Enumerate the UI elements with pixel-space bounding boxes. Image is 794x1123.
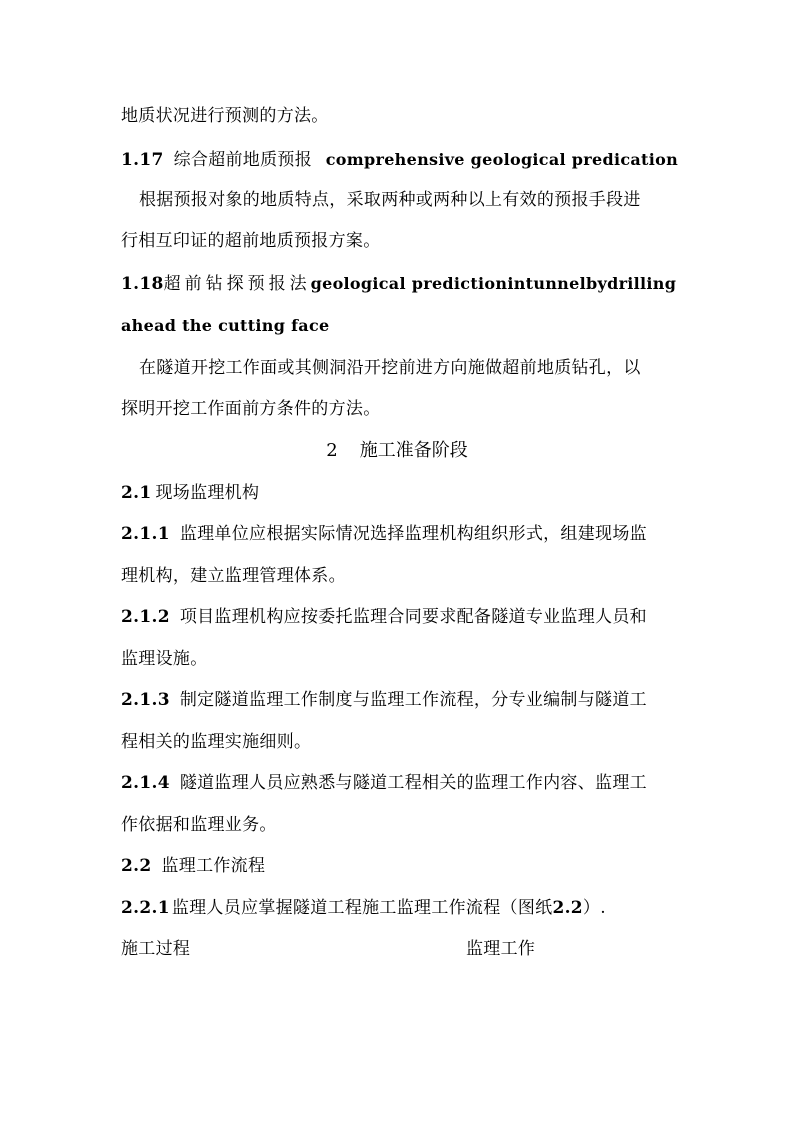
section-1-18-heading	[121, 273, 676, 295]
text-line: 根据预报对象的地质特点，采取两种或两种以上有效的预报手段进	[139, 190, 641, 210]
column-label: 施工过程	[121, 939, 191, 959]
text-line: 监理单位应根据实际情况选择监理机构组织形式，组建现场监	[179, 524, 647, 544]
paragraph-line	[121, 398, 381, 420]
chapter-heading	[0, 439, 794, 463]
section-number: 2.1	[121, 483, 152, 503]
text-line: 隧道监理人员应熟悉与隧道工程相关的监理工作内容、监理工	[179, 773, 647, 793]
section-title-en: in	[507, 274, 526, 293]
section-title-en: comprehensive geological predication	[325, 150, 679, 169]
section-title: 监理工作流程	[161, 856, 266, 876]
section-title-en: tunnel	[525, 274, 586, 293]
paragraph-line	[121, 814, 277, 836]
text-tail: ）.	[582, 898, 606, 918]
clause-number: 2.1.2	[121, 607, 170, 627]
figure-ref: 2.2	[552, 898, 583, 918]
paragraph-line	[121, 565, 346, 587]
clause-2-1-1	[121, 523, 647, 545]
clause-2-1-2	[121, 606, 647, 628]
section-title-zh: 超前钻探预报法	[163, 274, 311, 294]
section-title-en: drilling	[607, 274, 677, 293]
column-label: 监理工作	[466, 939, 536, 959]
clause-number: 2.2.1	[121, 898, 170, 918]
paragraph-line	[121, 105, 329, 127]
section-title-en: by	[585, 274, 608, 293]
text-line: 制定隧道监理工作制度与监理工作流程，分专业编制与隧道工	[179, 690, 647, 710]
paragraph-line	[139, 189, 641, 211]
text-line: 监理设施。	[121, 649, 208, 669]
text-line: 地质状况进行预测的方法。	[121, 106, 329, 126]
section-title: 现场监理机构	[155, 483, 260, 503]
clause-number: 2.1.1	[121, 524, 170, 544]
table-header-right	[466, 938, 535, 960]
paragraph-line	[121, 731, 311, 753]
table-header-left	[121, 938, 190, 960]
text-line: 监理人员应掌握隧道工程施工监理工作流程（图纸	[171, 898, 553, 918]
chapter-number: 2	[326, 440, 338, 461]
section-number: 2.2	[121, 856, 152, 876]
clause-number: 2.1.4	[121, 773, 170, 793]
section-number: 1.17	[121, 150, 164, 170]
section-title-en: ahead the cutting face	[121, 316, 330, 335]
section-1-18-heading-cont	[121, 315, 329, 337]
text-line: 在隧道开挖工作面或其侧洞沿开挖前进方向施做超前地质钻孔，以	[139, 358, 641, 378]
paragraph-line	[139, 357, 641, 379]
clause-number: 2.1.3	[121, 690, 170, 710]
text-line: 项目监理机构应按委托监理合同要求配备隧道专业监理人员和	[179, 607, 647, 627]
section-2-1-heading	[121, 482, 259, 504]
text-line: 理机构，建立监理管理体系。	[121, 566, 346, 586]
chapter-title: 施工准备阶段	[359, 440, 468, 461]
text-line: 程相关的监理实施细则。	[121, 732, 312, 752]
paragraph-line	[121, 648, 208, 670]
section-title-en: geological prediction	[310, 274, 508, 293]
clause-2-2-1	[121, 897, 606, 919]
section-2-2-heading	[121, 855, 265, 877]
clause-2-1-3	[121, 689, 647, 711]
text-line: 行相互印证的超前地质预报方案。	[121, 231, 381, 251]
section-title-zh: 综合超前地质预报	[173, 150, 313, 170]
section-1-17-heading	[121, 149, 678, 171]
text-line: 探明开挖工作面前方条件的方法。	[121, 399, 381, 419]
clause-2-1-4	[121, 772, 647, 794]
paragraph-line	[121, 230, 381, 252]
text-line: 作依据和监理业务。	[121, 815, 277, 835]
section-number: 1.18	[121, 274, 164, 294]
